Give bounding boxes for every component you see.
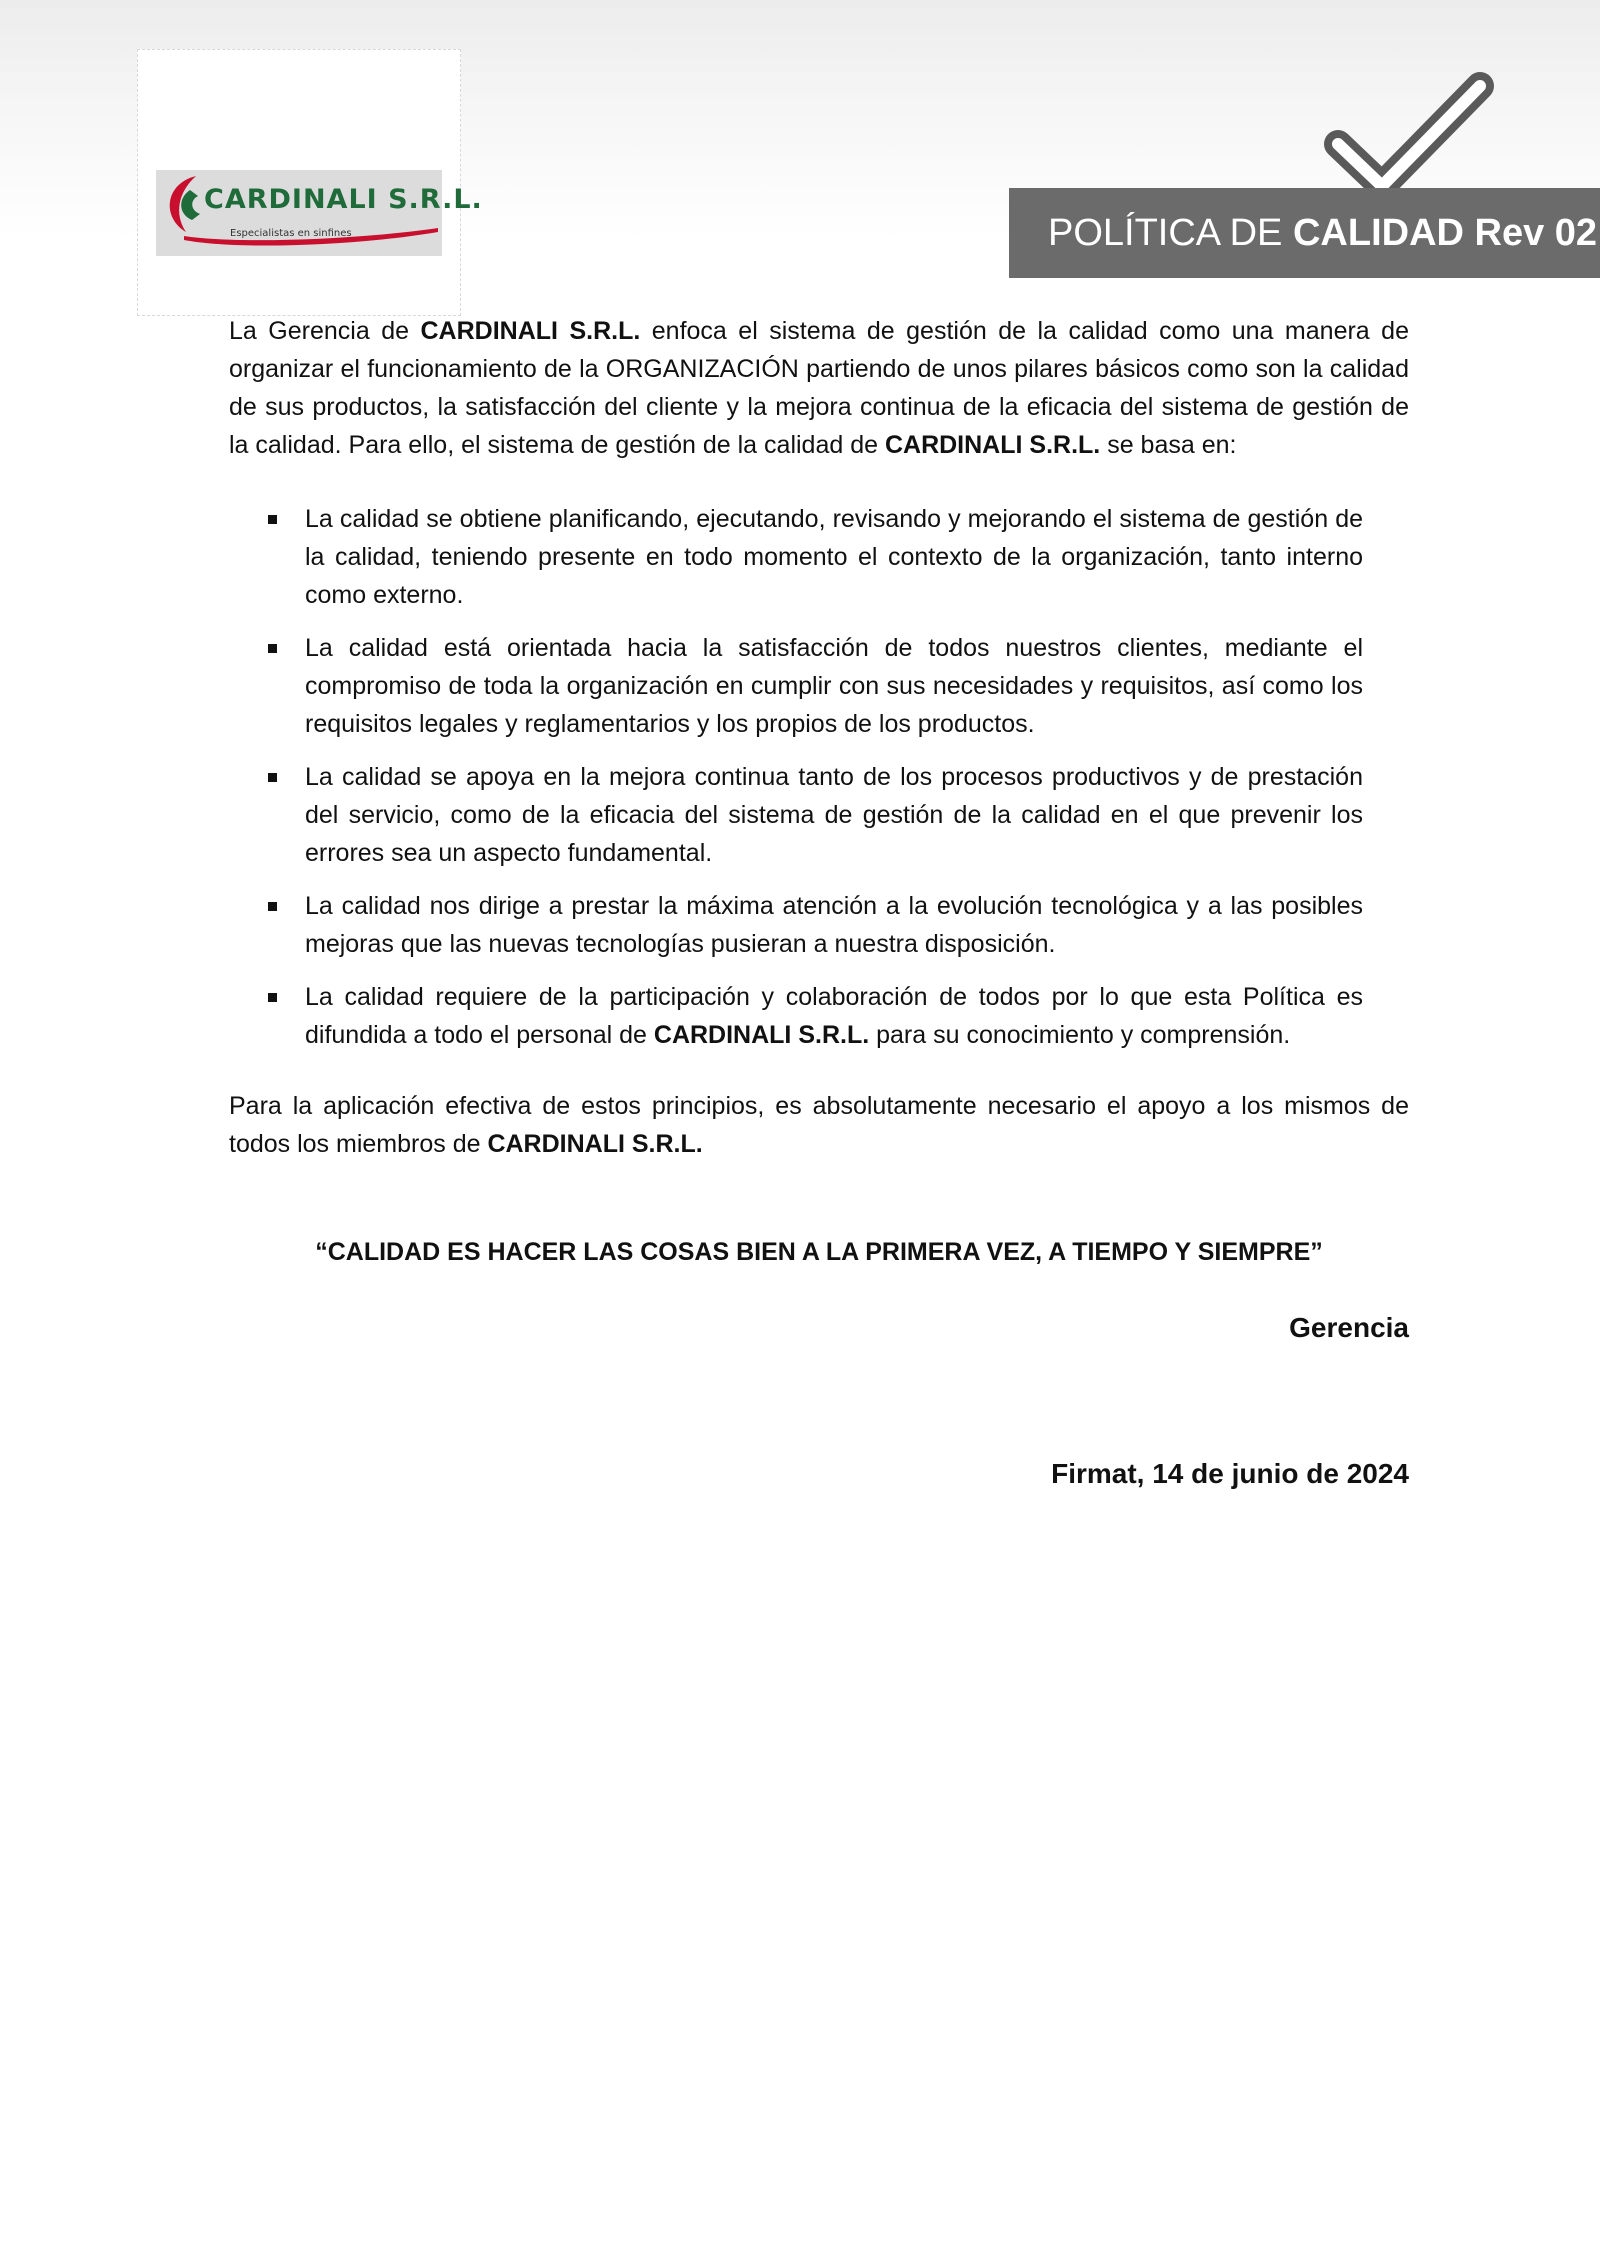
company-name-bold: CARDINALI S.R.L.	[653, 1021, 870, 1049]
company-name-bold: CARDINALI S.R.L.	[884, 431, 1101, 459]
list-item	[305, 758, 1363, 872]
list-item-text: La calidad se apoya en la mejora continua tanto de los procesos productivos y de prestación del servicio, como de la eficacia del sistema de gestión de la calidad en el que prevenir los errores sea un aspecto fundamental.	[305, 763, 1363, 867]
list-item	[305, 978, 1363, 1054]
square-bullet-icon	[268, 993, 277, 1002]
list-item	[305, 629, 1363, 743]
place-and-date: Firmat, 14 de junio de 2024	[1051, 1458, 1409, 1489]
list-item	[305, 500, 1363, 614]
intro-text-1: La Gerencia de	[229, 317, 421, 345]
square-bullet-icon	[268, 902, 277, 911]
square-bullet-icon	[268, 515, 277, 524]
intro-text-3: se basa en:	[1100, 431, 1237, 459]
logo-tagline: Especialistas en sinfines	[230, 228, 352, 239]
square-bullet-icon	[268, 773, 277, 782]
company-name-bold: CARDINALI S.R.L.	[487, 1130, 703, 1158]
document-title-prefix: POLÍTICA DE	[1048, 211, 1283, 254]
signature: Gerencia	[1289, 1312, 1409, 1343]
closing-paragraph	[229, 1087, 1409, 1163]
list-item	[305, 887, 1363, 963]
company-name-bold: CARDINALI S.R.L.	[420, 317, 641, 345]
intro-paragraph	[229, 312, 1409, 464]
list-item-text: La calidad está orientada hacia la satisfacción de todos nuestros clientes, mediante el compromiso de toda la organización en cumplir con sus necesidades y requisitos, así como los requisitos legales y reglamentarios y los propios de los productos.	[305, 634, 1363, 738]
square-bullet-icon	[268, 644, 277, 653]
company-logo-frame	[137, 49, 483, 316]
document-body	[229, 312, 1409, 1493]
company-logo	[156, 170, 483, 256]
intro-text-2: enfoca el sistema de gestión de la calidad como una manera de organizar el funcionamiento de la ORGANIZACIÓN partiendo de unos pilares básicos como son la calidad de sus productos, la satisfacción del cliente y la mejora continua de la eficacia del sistema de gestión de la calidad. Para ello, el sistema de gestión de la calidad de	[229, 317, 1409, 459]
document-title-bold: CALIDAD Rev 02	[1292, 211, 1598, 254]
list-item-text: La calidad requiere de la participación y colaboración de todos por lo que esta Política es difundida a todo el personal de	[305, 983, 1363, 1049]
closing-text: Para la aplicación efectiva de estos principios, es absolutamente necesario el apoyo a los mismos de todos los miembros de	[229, 1092, 1409, 1158]
list-item-text: para su conocimiento y comprensión.	[869, 1021, 1291, 1049]
list-item-text: La calidad se obtiene planificando, ejecutando, revisando y mejorando el sistema de gestión de la calidad, teniendo presente en todo momento el contexto de la organización, tanto interno como externo.	[305, 505, 1363, 609]
list-item-text: La calidad nos dirige a prestar la máxima atención a la evolución tecnológica y a las posibles mejoras que las nuevas tecnologías pusieran a nuestra disposición.	[305, 892, 1363, 958]
logo-wordmark: CARDINALI S.R.L.	[204, 184, 483, 215]
quality-motto: “CALIDAD ES HACER LAS COSAS BIEN A LA PRIMERA VEZ, A TIEMPO Y SIEMPRE”	[315, 1238, 1323, 1266]
quality-pillars-list	[229, 500, 1363, 1054]
document-title-bar	[1009, 188, 1600, 278]
